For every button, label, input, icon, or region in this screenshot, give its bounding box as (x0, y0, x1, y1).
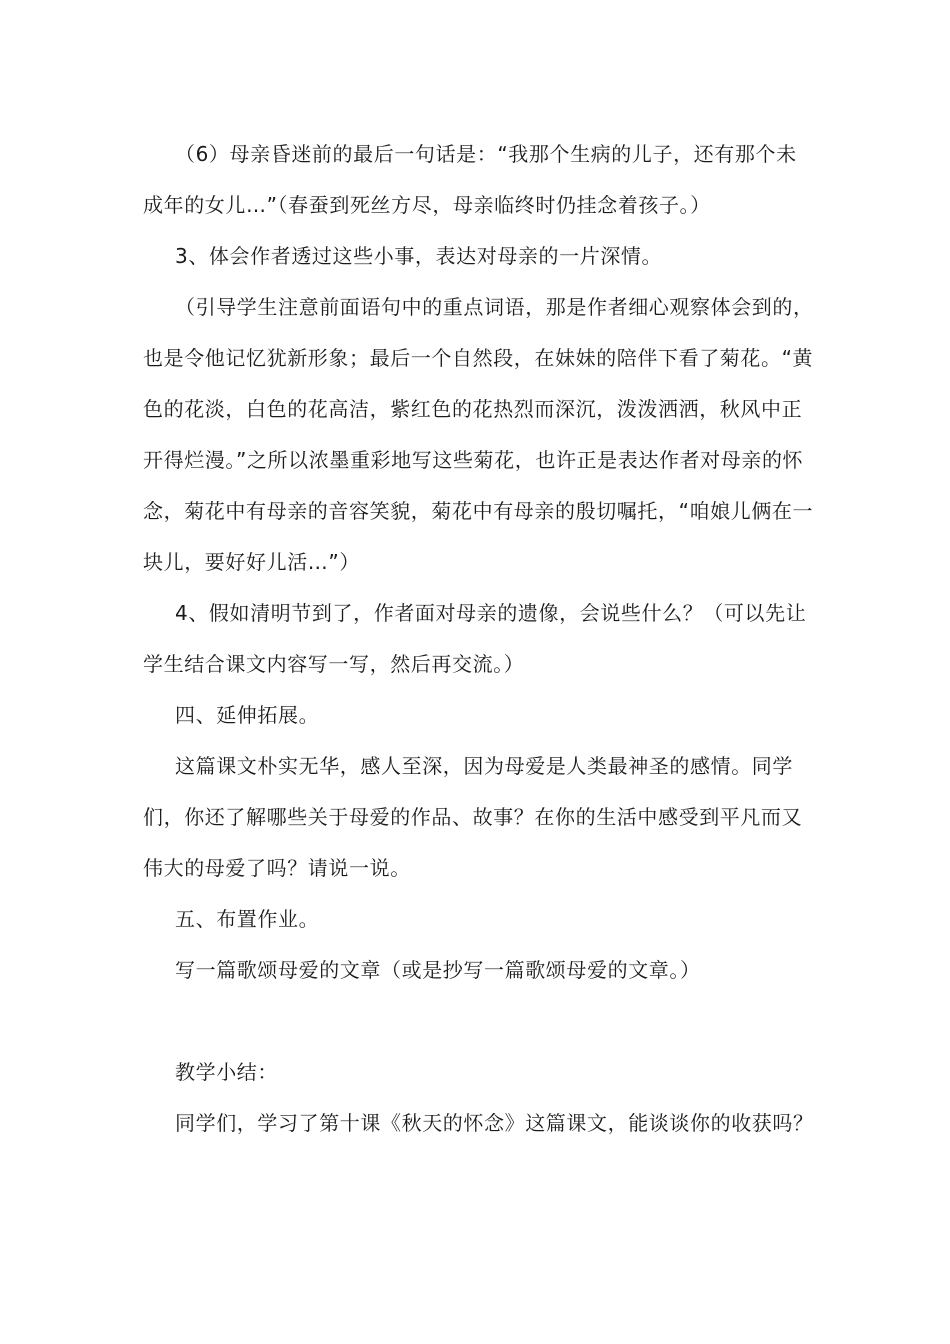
section-heading-homework: 五、布置作业。 (175, 907, 320, 931)
blank-line (143, 996, 815, 1047)
section-heading-summary: 教学小结： (175, 1060, 278, 1084)
paragraph-guidance-chrysanthemum: （引导学生注意前面语句中的重点词语，那是作者细心观察体会到的，也是令他记忆犹新形象；最后一个自然段，在妹妹的陪伴下看了菊花。“黄色的花淡，白色的花高洁，紫红色的花热烈而深沉，泼泼洒洒，秋风中正开得烂漫。”之所以浓墨重彩地写这些菊花，也许正是表达作者对母亲的怀念，菊花中有母亲的音容笑貌，菊花中有母亲的殷切嘱托，“咱娘儿俩在一块儿，要好好儿活…”） (143, 295, 814, 574)
paragraph-summary-body: 同学们，学习了第十课《秋天的怀念》这篇课文，能谈谈你的收获吗？ (175, 1111, 814, 1135)
paragraph-homework-body: 写一篇歌颂母爱的文章（或是抄写一篇歌颂母爱的文章。） (175, 958, 701, 982)
section-heading-extension: 四、延伸拓展。 (175, 703, 320, 727)
paragraph-step-4: 4、假如清明节到了，作者面对母亲的遗像，会说些什么？（可以先让学生结合课文内容写一写，然后再交流。） (143, 601, 807, 676)
paragraph-step-3: 3、体会作者透过这些小事，表达对母亲的一片深情。 (175, 244, 663, 268)
paragraph-mother-last-words: （6）母亲昏迷前的最后一句话是：“我那个生病的儿子，还有那个未成年的女儿…”（春蚕到死丝方尽，母亲临终时仍挂念着孩子。） (143, 142, 797, 217)
document-body (143, 129, 815, 1149)
paragraph-extension-body: 这篇课文朴实无华，感人至深，因为母爱是人类最神圣的感情。同学们，你还了解哪些关于母爱的作品、故事？在你的生活中感受到平凡而又伟大的母爱了吗？请说一说。 (143, 754, 803, 880)
